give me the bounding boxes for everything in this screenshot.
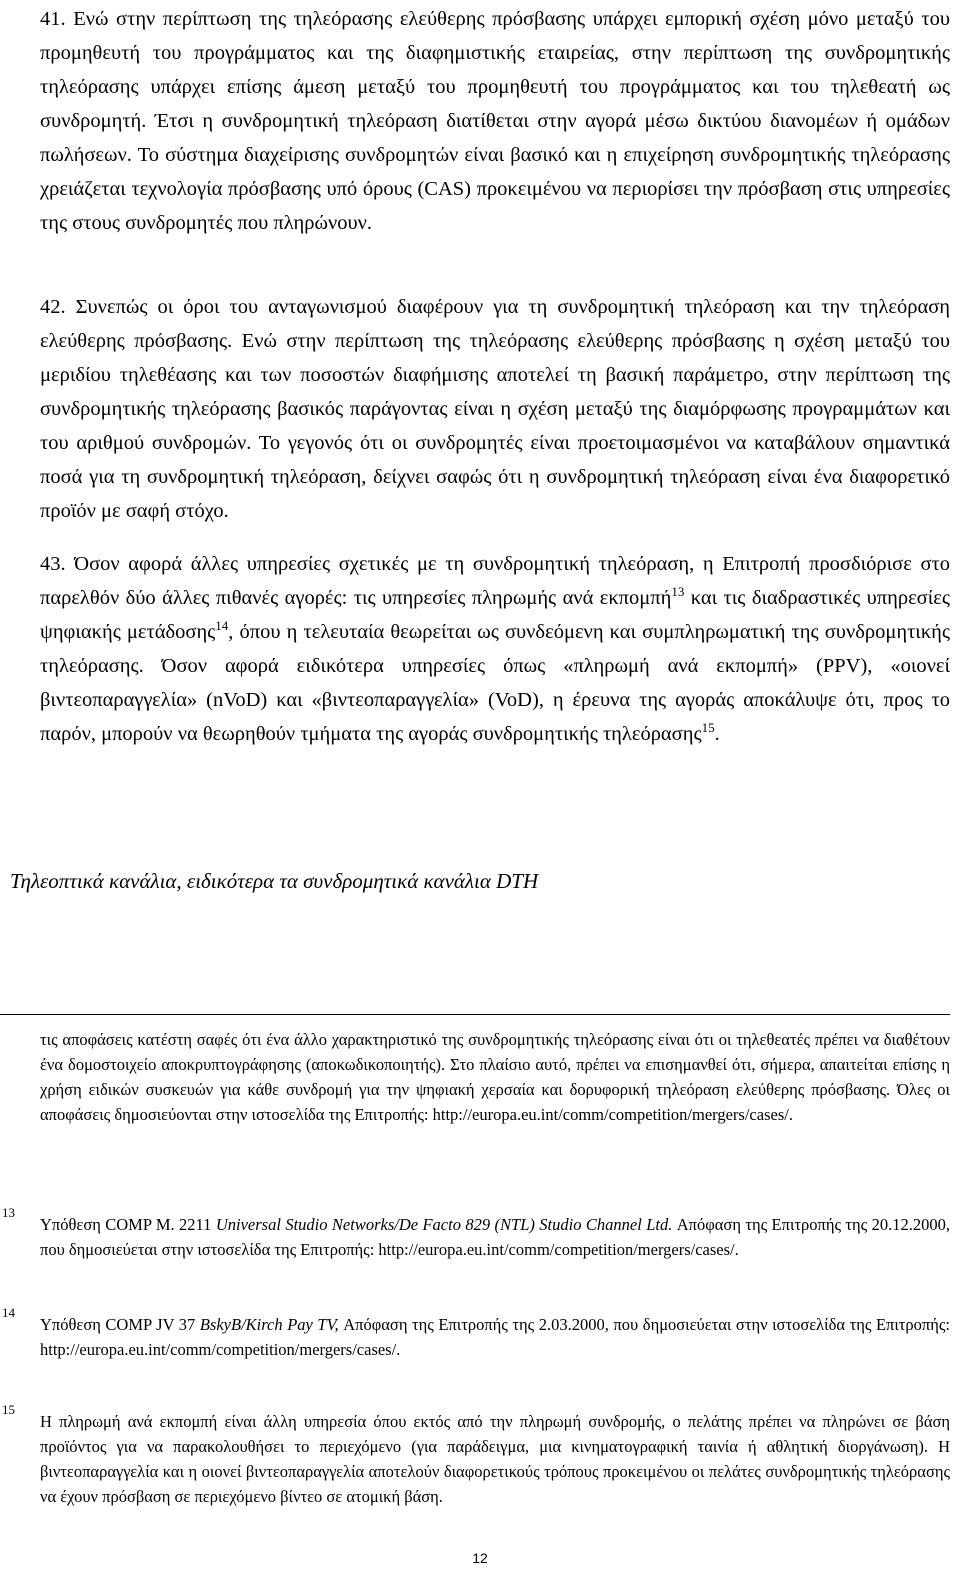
footnote-ref-13[interactable]: 13 bbox=[671, 584, 685, 600]
paragraph-number: 41. bbox=[40, 8, 66, 30]
paragraph-text-part: , όπου η τελευταία θεωρείται ως συνδεόμενη και συμπληρωματική της συνδρομητικής τηλεόρασης. Όσον αφορά ειδικότερα υπηρεσίες όπως «πληρωμή ανά εκπομπή» (PPV), «οιονεί βιντεοπαραγγελία» (nVoD) και «βιντεοπαραγγελία» (VoD), η έρευνα της αγοράς αποκάλυψε ότι, προς το παρόν, μπορούν να θεωρηθούν τμήματα της αγοράς συνδρομητικής τηλεόρασης bbox=[40, 621, 950, 745]
footnote-case-title: Universal Studio Networks/De Facto 829 (NTL) Studio Channel Ltd. bbox=[215, 1215, 673, 1234]
paragraph-number: 42. bbox=[40, 296, 66, 318]
footnote-15 bbox=[40, 1409, 950, 1509]
footnote-text: Υπόθεση COMP JV 37 bbox=[40, 1315, 200, 1334]
section-heading: Τηλεοπτικά κανάλια, ειδικότερα τα συνδρομητικά κανάλια DTH bbox=[10, 869, 539, 893]
footnote-14 bbox=[40, 1312, 950, 1362]
footnote-text: Υπόθεση COMP M. 2211 bbox=[40, 1215, 216, 1234]
footnote-text: Η πληρωμή ανά εκπομπή είναι άλλη υπηρεσία όπου εκτός από την πληρωμή συνδρομής, ο πελάτης πρέπει να πληρώνει σε βάση προϊόντος για να παρακολουθήσει το περιεχόμενο (για παράδειγμα, μια κινηματογραφική ταινία ή αθλητική διοργάνωση). Η βιντεοπαραγγελία και η οιονεί βιντεοπαραγγελία αποτελούν διαφορετικούς τρόπους προκειμένου οι πελάτες συνδρομητικής τηλεόρασης να έχουν πρόσβαση σε περιεχόμενο βίντεο σε ατομική βάση. bbox=[40, 1412, 950, 1506]
footnote-continuation: τις αποφάσεις κατέστη σαφές ότι ένα άλλο χαρακτηριστικό της συνδρομητικής τηλεόρασης είναι ότι οι τηλεθεατές πρέπει να διαθέτουν ένα δομοστοιχείο αποκρυπτογράφησης (αποκωδικοποιητής). Στο πλαίσιο αυτό, πρέπει να επισημανθεί ότι, σήμερα, απαιτείται επίσης η χρήση ειδικών συσκευών για κάθε συνδρομή για την ψηφιακή χερσαία και δορυφορική τηλεόραση ελεύθερης πρόσβασης. Όλες οι αποφάσεις δημοσιεύονται στην ιστοσελίδα της Επιτροπής: http://europa.eu.int/comm/competition/mergers/cases/. bbox=[40, 1030, 950, 1124]
footnote-ref-15[interactable]: 15 bbox=[701, 720, 715, 736]
footnote-text: Απόφαση της Επιτροπής της 2.03.2000, που δημοσιεύεται στην ιστοσελίδα της Επιτροπής: http://europa.eu.int/comm/competition/mergers/cases/. bbox=[40, 1315, 950, 1359]
footnote-mark-15: 15 bbox=[2, 1402, 15, 1417]
footnote-case-title: BskyB/Kirch Pay TV, bbox=[199, 1315, 339, 1334]
paragraph-43 bbox=[40, 547, 950, 751]
footnote-separator bbox=[0, 1014, 950, 1015]
footnote-13 bbox=[40, 1212, 950, 1262]
footnote-text: Απόφαση της Επιτροπής της 20.12.2000, που δημοσιεύεται στην ιστοσελίδα της Επιτροπής: http://europa.eu.int/comm/competition/mergers/cases/. bbox=[40, 1215, 951, 1259]
footnote-ref-14[interactable]: 14 bbox=[215, 618, 229, 634]
paragraph-41 bbox=[40, 2, 950, 240]
paragraph-42 bbox=[40, 290, 950, 528]
paragraph-text-part: . bbox=[714, 723, 720, 745]
page-number: 12 bbox=[472, 1550, 488, 1566]
paragraph-number: 43. bbox=[40, 553, 66, 575]
paragraph-text: Ενώ στην περίπτωση της τηλεόρασης ελεύθερης πρόσβασης υπάρχει εμπορική σχέση μόνο μεταξύ του προμηθευτή του προγράμματος και της διαφημιστικής εταιρείας, στην περίπτωση της συνδρομητικής τηλεόρασης υπάρχει επίσης άμεση μεταξύ του προμηθευτή του προγράμματος και του τηλεθεατή ως συνδρομητή. Έτσι η συνδρομητική τηλεόραση διατίθεται στην αγορά μέσω δικτύου διανομέων ή ομάδων πωλήσεων. Το σύστημα διαχείρισης συνδρομητών είναι βασικό και η επιχείρηση συνδρομητικής τηλεόρασης χρειάζεται τεχνολογία πρόσβασης υπό όρους (CAS) προκειμένου να περιορίσει την πρόσβαση στις υπηρεσίες της στους συνδρομητές που πληρώνουν. bbox=[40, 8, 950, 234]
footnote-mark-13: 13 bbox=[2, 1205, 15, 1220]
footnote-mark-14: 14 bbox=[2, 1305, 15, 1320]
paragraph-text: Συνεπώς οι όροι του ανταγωνισμού διαφέρουν για τη συνδρομητική τηλεόραση και την τηλεόραση ελεύθερης πρόσβασης. Ενώ στην περίπτωση της τηλεόρασης ελεύθερης πρόσβασης η σχέση μεταξύ του μεριδίου τηλεθέασης και των ποσοστών διαφήμισης αποτελεί τη βασική παράμετρο, στην περίπτωση της συνδρομητικής τηλεόρασης βασικός παράγοντας είναι η σχέση μεταξύ της διαμόρφωσης προγραμμάτων και του αριθμού συνδρομών. Το γεγονός ότι οι συνδρομητές είναι προετοιμασμένοι να καταβάλουν σημαντικά ποσά για τη συνδρομητική τηλεόραση, δείχνει σαφώς ότι η συνδρομητική τηλεόραση είναι ένα διαφορετικό προϊόν με σαφή στόχο. bbox=[40, 296, 950, 522]
paragraph-text-part: και τις διαδραστικές υπηρεσίες ψηφιακής μετάδοσης bbox=[40, 587, 950, 643]
paragraph-text-part: Όσον αφορά άλλες υπηρεσίες σχετικές με τη συνδρομητική τηλεόραση, η Επιτροπή προσδιόρισε στο παρελθόν δύο άλλες πιθανές αγορές: τις υπηρεσίες πληρωμής ανά εκπομπή bbox=[40, 553, 950, 609]
